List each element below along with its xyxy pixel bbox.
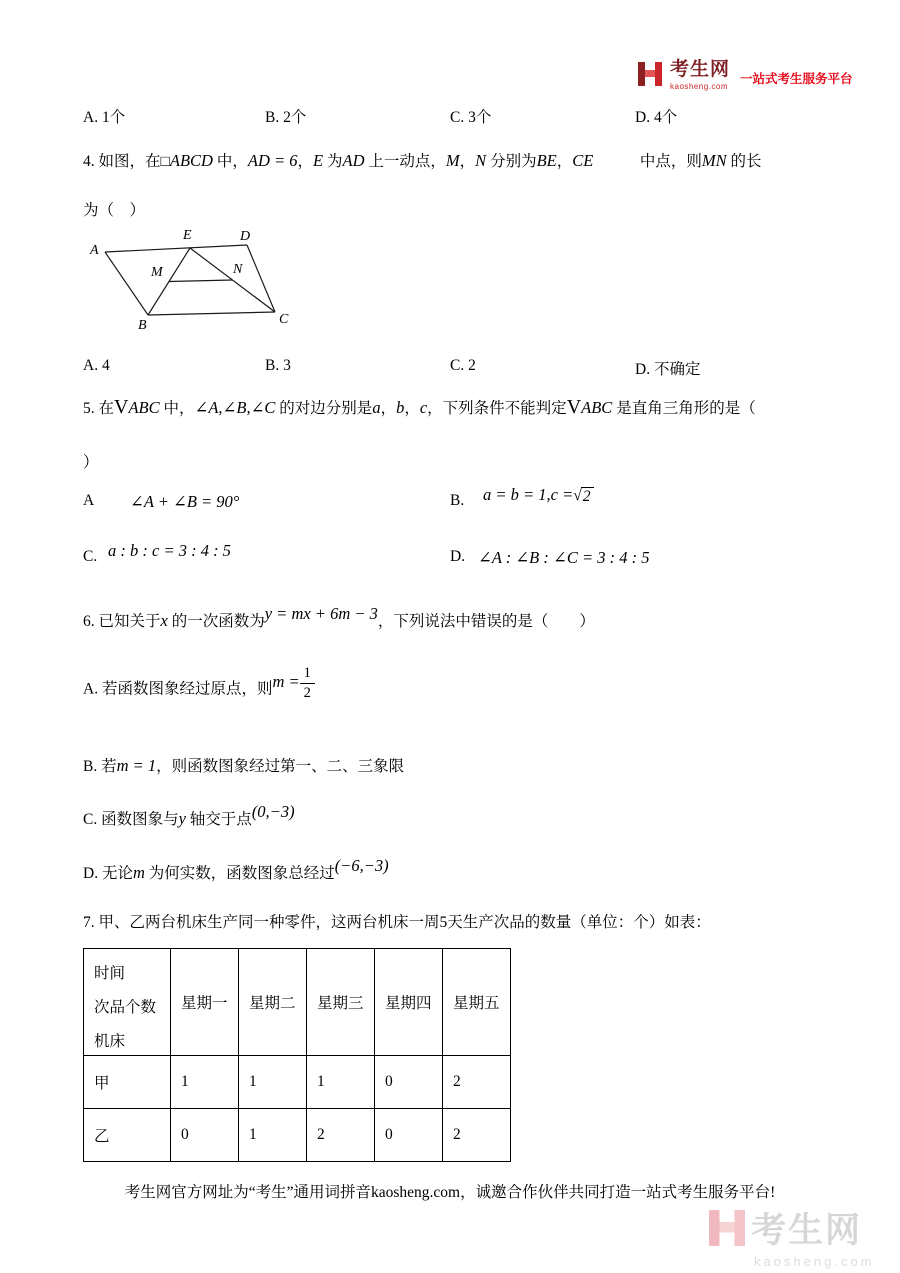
math-run: y = mx + 6m − 3 bbox=[264, 604, 378, 623]
math-run: BE bbox=[536, 151, 557, 170]
math-run: AD = 6 bbox=[247, 151, 298, 170]
text-run: ， bbox=[380, 400, 397, 417]
column-header-fri: 星期五 bbox=[443, 949, 511, 1056]
table-corner-cell bbox=[84, 949, 171, 1056]
math-run: b bbox=[396, 398, 405, 417]
text-run: V bbox=[114, 396, 129, 418]
cell-jia-wed: 1 bbox=[307, 1056, 375, 1109]
q5-stem-line-2 bbox=[83, 452, 99, 474]
text-run: 4. 如图，在 bbox=[83, 153, 161, 170]
q3-option-b: B. 2个 bbox=[265, 109, 307, 126]
text-run: ） bbox=[83, 454, 99, 471]
text-run: ， bbox=[404, 400, 420, 417]
q6-option-b bbox=[83, 755, 404, 778]
text-run: 6. 已知关于 bbox=[83, 613, 161, 630]
q5-option-b-label: B. bbox=[450, 492, 465, 509]
text-run: V bbox=[566, 396, 582, 418]
text-run: 的长 bbox=[726, 153, 762, 170]
math-run: a = b = 1,c = bbox=[483, 485, 574, 504]
math-run: m bbox=[132, 863, 145, 882]
q4-option-b: B. 3 bbox=[265, 357, 291, 374]
cell-jia-tue: 1 bbox=[239, 1056, 307, 1109]
q4-stem-line-2 bbox=[83, 200, 145, 222]
column-header-thu: 星期四 bbox=[375, 949, 443, 1056]
text-run: B. 若 bbox=[83, 758, 117, 775]
q5-option-b-formula bbox=[483, 485, 594, 512]
fraction: $\frac{1}{2}$ bbox=[300, 665, 315, 701]
text-run: 为 bbox=[323, 153, 343, 170]
text-run: 为（ ） bbox=[83, 202, 146, 219]
q4-option-c: C. 2 bbox=[450, 357, 476, 374]
vertex-label-a: A bbox=[90, 243, 99, 258]
q4-option-d: D. 不确定 bbox=[635, 361, 701, 378]
text-run: 7. 甲、乙两台机床生产同一种零件，这两台机床一周5天生产次品的数量（单位：个）如表： bbox=[83, 914, 711, 931]
logo-domain: kaosheng.com bbox=[670, 82, 729, 91]
cell-jia-fri: 2 bbox=[443, 1056, 511, 1109]
math-run: ∠A : ∠B : ∠C = 3 : 4 : 5 bbox=[478, 548, 650, 567]
text-run: A. 若函数图象经过原点，则 bbox=[83, 680, 273, 698]
corner-label-machine: 机床 bbox=[94, 1033, 126, 1050]
row-header-jia: 甲 bbox=[84, 1056, 171, 1109]
math-run: AD bbox=[342, 151, 365, 170]
defects-table bbox=[83, 948, 511, 1162]
text-run: C. 函数图象与 bbox=[83, 811, 179, 828]
math-run: ∠A + ∠B = 90° bbox=[130, 492, 240, 511]
text-run: ，下列条件不能判定 bbox=[427, 400, 567, 417]
q6-option-d bbox=[83, 856, 389, 885]
cell-jia-thu: 0 bbox=[375, 1056, 443, 1109]
math-run: ABC bbox=[128, 398, 160, 417]
q5-option-d-label: D. bbox=[450, 548, 466, 565]
math-run: CE bbox=[572, 151, 594, 170]
q3-options-row bbox=[0, 105, 900, 131]
q6-option-c bbox=[83, 802, 295, 831]
column-header-tue: 星期二 bbox=[239, 949, 307, 1056]
q3-option-a: A. 1个 bbox=[83, 109, 126, 126]
q7-stem bbox=[83, 912, 711, 934]
q4-options-row bbox=[0, 357, 900, 383]
q5-option-a-label: A bbox=[83, 492, 95, 509]
math-run: m = 1 bbox=[116, 756, 157, 775]
text-run: ，则函数图象经过第一、二、三象限 bbox=[156, 758, 405, 775]
kaosheng-logo-icon bbox=[637, 60, 663, 88]
watermark-domain: kaosheng.com bbox=[754, 1254, 875, 1269]
text-run: ， bbox=[459, 153, 476, 170]
logo-tagline: 一站式考生服务平台 bbox=[740, 72, 853, 86]
math-run: x bbox=[160, 611, 168, 630]
cell-yi-wed: 2 bbox=[307, 1109, 375, 1162]
text-run: 中， bbox=[159, 400, 195, 417]
text-run bbox=[593, 153, 640, 170]
q5-option-d-formula bbox=[478, 548, 649, 568]
square-root: √ 2 bbox=[573, 487, 593, 505]
math-run: E bbox=[313, 151, 324, 170]
math-run: M bbox=[445, 151, 460, 170]
text-run: 的对边分别是 bbox=[275, 400, 373, 417]
logo-text-block bbox=[670, 60, 730, 91]
text-run: ， bbox=[297, 153, 314, 170]
q3-option-d: D. 4个 bbox=[635, 109, 678, 126]
footer-promo-text: 考生网官方网址为“考生”通用词拼音kaosheng.com，诚邀合作伙伴共同打造一站式考生服务平台! bbox=[124, 1184, 776, 1201]
q4-stem-line-1 bbox=[83, 150, 762, 173]
math-run: a bbox=[372, 398, 381, 417]
parallelogram-figure bbox=[88, 226, 298, 338]
text-run: 是直角三角形的是（ bbox=[612, 400, 756, 417]
logo-brand: 考生网 bbox=[670, 59, 731, 80]
math-run: a : b : c = 3 : 4 : 5 bbox=[108, 541, 231, 560]
kaosheng-watermark bbox=[706, 1203, 875, 1269]
text-run: 为何实数，函数图象总经过 bbox=[144, 865, 335, 882]
vertex-label-c: C bbox=[279, 312, 289, 327]
text-run: 轴交于点 bbox=[185, 811, 252, 828]
q4-option-a: A. 4 bbox=[83, 357, 110, 374]
q5-option-c-formula bbox=[108, 541, 231, 568]
q6-option-a bbox=[83, 665, 315, 708]
math-run: N bbox=[475, 151, 487, 170]
math-run: (−6,−3) bbox=[334, 856, 389, 875]
math-run: y bbox=[178, 809, 186, 828]
text-run: 上一动点， bbox=[364, 153, 446, 170]
text-run: 分别为 bbox=[486, 153, 537, 170]
text-run: 5. 在 bbox=[83, 400, 115, 417]
corner-stack bbox=[94, 961, 160, 1051]
cell-yi-tue: 1 bbox=[239, 1109, 307, 1162]
math-run: c bbox=[419, 398, 428, 417]
q5-option-c-label: C. bbox=[83, 548, 98, 565]
text-run: □ bbox=[160, 153, 170, 170]
vertex-label-m: M bbox=[151, 265, 163, 280]
math-run: MN bbox=[701, 151, 727, 170]
q5-stem-line-1 bbox=[83, 396, 756, 420]
vertex-label-e: E bbox=[183, 228, 192, 243]
text-run: ， bbox=[556, 153, 573, 170]
table-header-row bbox=[84, 949, 511, 1056]
q6-stem bbox=[83, 604, 595, 633]
column-header-wed: 星期三 bbox=[307, 949, 375, 1056]
watermark-row bbox=[706, 1203, 875, 1253]
text-run: 中， bbox=[212, 153, 248, 170]
table-row-yi bbox=[84, 1109, 511, 1162]
math-run: ∠A,∠B,∠C bbox=[194, 398, 276, 417]
math-run: m = bbox=[272, 671, 300, 691]
cell-yi-mon: 0 bbox=[171, 1109, 239, 1162]
vertex-label-n: N bbox=[233, 262, 243, 277]
corner-label-defects: 次品个数 bbox=[94, 999, 157, 1016]
text-run: 的一次函数为 bbox=[167, 613, 265, 630]
table-row-jia bbox=[84, 1056, 511, 1109]
column-header-mon: 星期一 bbox=[171, 949, 239, 1056]
text-run: 中点，则 bbox=[639, 153, 702, 170]
math-run: ABC bbox=[581, 398, 613, 417]
row-header-yi: 乙 bbox=[84, 1109, 171, 1162]
q5-option-a-formula bbox=[130, 492, 239, 512]
cell-yi-thu: 0 bbox=[375, 1109, 443, 1162]
math-run: (0,−3) bbox=[251, 802, 295, 821]
corner-label-time: 时间 bbox=[94, 965, 126, 982]
q5-options-row-1 bbox=[0, 485, 900, 518]
kaosheng-watermark-icon bbox=[706, 1207, 748, 1249]
q5-options-row-2 bbox=[0, 541, 900, 574]
math-run: ABCD bbox=[169, 151, 213, 170]
text-run: ，下列说法中错误的是（ ） bbox=[377, 613, 595, 630]
watermark-brand: 考生网 bbox=[751, 1211, 863, 1250]
cell-yi-fri: 2 bbox=[443, 1109, 511, 1162]
kaosheng-logo bbox=[637, 60, 853, 91]
vertex-label-b: B bbox=[138, 318, 147, 333]
cell-jia-mon: 1 bbox=[171, 1056, 239, 1109]
q3-option-c: C. 3个 bbox=[450, 109, 492, 126]
vertex-label-d: D bbox=[240, 229, 251, 244]
text-run: D. 无论 bbox=[83, 865, 133, 882]
